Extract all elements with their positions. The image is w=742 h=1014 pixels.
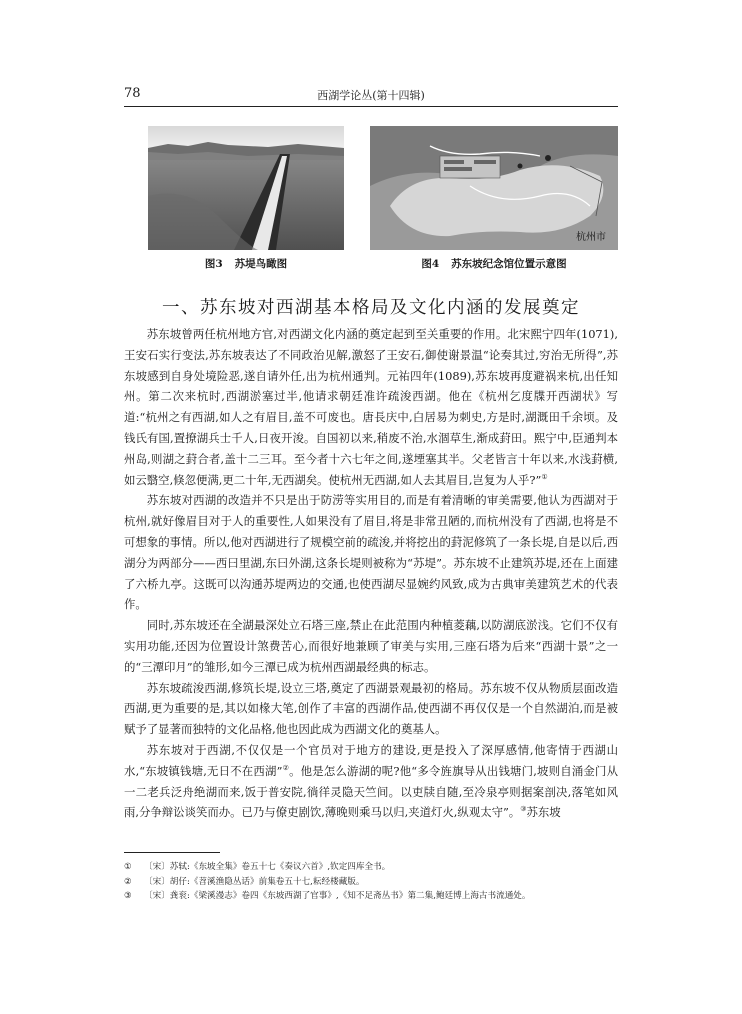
figure-3-caption [148, 256, 344, 271]
figures-row [148, 126, 618, 286]
footnote-divider [124, 852, 220, 853]
paragraph-1-text: 苏东坡曾两任杭州地方官,对西湖文化内涵的奠定起到至关重要的作用。北宋熙宁四年(1071),王安石实行变法,苏东坡表达了不同政治见解,激怒了王安石,御使谢景温“论奏其过,穷治无所得”,苏东坡感到自身处境险恶,遂自请外任,出为杭州通判。元祐四年(1089),苏东坡再度避祸来杭,出任知州。第二次来杭时,西湖淤塞过半,他请求朝廷准许疏浚西湖。他在《杭州乞度牒开西湖状》写道:“杭州之有西湖,如人之有眉目,盖不可废也。唐長庆中,白居易为刺史,方是时,湖溉田千余顷。及钱氏有国,置撩湖兵士千人,日夜开浚。自国初以来,稍废不治,水涸草生,渐成葑田。熙宁中,臣通判本州岛,则湖之葑合者,盖十二三耳。至今者十六七年之间,遂堙塞其半。父老皆言十年以来,水浅葑横,如云翳空,倏忽便满,更二十年,无西湖矣。使杭州无西湖,如人去其眉目,岂复为人乎?” [124, 327, 618, 487]
figure-4-number: 图4 [421, 258, 440, 270]
figure-4 [370, 126, 618, 271]
body-text [124, 324, 618, 823]
page-number: 78 [124, 86, 141, 101]
paragraph-5-tail: 苏东坡 [526, 805, 561, 820]
footnote-3 [124, 889, 618, 904]
figure-3-number: 图3 [204, 258, 223, 270]
footnote-1-mark: ① [124, 862, 132, 872]
footnote-3-text: 〔宋〕龚衮:《梁溪漫志》卷四《东坡西湖了官事》,《知不足斋丛书》第二集,鲍廷博上海古书流通处。 [144, 891, 531, 901]
footnote-ref-1: ① [541, 472, 548, 481]
footnote-2 [124, 875, 618, 890]
footnote-3-mark: ③ [124, 891, 132, 901]
map-city-label: 杭州市 [576, 232, 606, 243]
footnote-ref-3: ③ [520, 805, 527, 814]
paragraph-4: 苏东坡疏浚西湖,修筑长堤,设立三塔,奠定了西湖景观最初的格局。苏东坡不仅从物质层面改造西湖,更为重要的是,其以如椽大笔,创作了丰富的西湖作品,使西湖不再仅仅是一个自然湖泊,而是被赋予了显著而独特的文化品格,他也因此成为西湖文化的奠基人。 [124, 680, 618, 737]
footnote-2-mark: ② [124, 876, 132, 887]
footnote-1 [124, 860, 618, 875]
footnote-2-text: 〔宋〕胡仔:《苕溪渔隐丛话》前集卷五十七,耘经楼藏版。 [144, 876, 365, 887]
figure-3 [148, 126, 344, 271]
figure-4-title: 苏东坡纪念馆位置示意图 [451, 258, 567, 270]
figure-4-caption [370, 256, 618, 271]
page-header [124, 86, 618, 107]
section-heading: 一、苏东坡对西湖基本格局及文化内涵的发展奠定 [162, 298, 580, 318]
paragraph-3: 同时,苏东坡还在全湖最深处立石塔三座,禁止在此范围内种植菱藕,以防湖底淤浅。它们不仅有实用功能,还因为位置设计煞费苦心,而很好地兼顾了审美与实用,三座石塔为后来“西湖十景”之一的“三潭印月”的雏形,如今三潭已成为杭州西湖最经典的标志。 [124, 618, 618, 674]
paragraph-5-text-b: 。他是怎么游湖的呢?他“多令旌旗导从出钱塘门,坡则自涌金门从一二老兵泛舟绝湖而来,饭于普安院,徜徉灵隐天竺间。以吏牍自随,至冷泉亭则据案剖决,落笔如风雨,分争辩讼谈笑而办。已乃与僚吏剧饮,薄晚则乘马以归,夹道灯火,纵观太守”。 [124, 763, 618, 820]
figure-3-title: 苏堤鸟瞰图 [234, 258, 288, 270]
location-map-icon [370, 126, 618, 250]
footnotes [124, 860, 618, 904]
paragraph-5-text-a: 苏东坡对于西湖,不仅仅是一个官员对于地方的建设,更是投入了深厚感情,他寄情于西湖山水,“东坡镇钱塘,无日不在西湖” [124, 742, 618, 778]
paragraph-2: 苏东坡对西湖的改造并不只是出于防涝等实用目的,而是有着清晰的审美需要,他认为西湖对于杭州,就好像眉目对于人的重要性,人如果没有了眉目,将是非常丑陋的,而杭州没有了西湖,也将是不可想象的事情。所以,他对西湖进行了规模空前的疏浚,并将挖出的葑泥修筑了一条长堤,自是以后,西湖分为两部分——西曰里湖,东曰外湖,这条长堤则被称为“苏堤”。苏东坡不止建筑苏堤,还在上面建了六桥九亭。这既可以沟通苏堤两边的交通,也使西湖尽显婉约风致,成为古典审美建筑艺术的代表作。 [124, 493, 618, 612]
footnote-1-text: 〔宋〕苏轼:《东坡全集》卷五十七《奏议六首》,钦定四库全书。 [144, 862, 391, 872]
running-title: 西湖学论丛(第十四辑) [317, 89, 425, 102]
paragraph-1 [124, 324, 618, 490]
footnote-ref-2: ② [282, 763, 290, 772]
aerial-causeway-photo-icon [148, 126, 344, 250]
paragraph-5 [124, 740, 618, 823]
